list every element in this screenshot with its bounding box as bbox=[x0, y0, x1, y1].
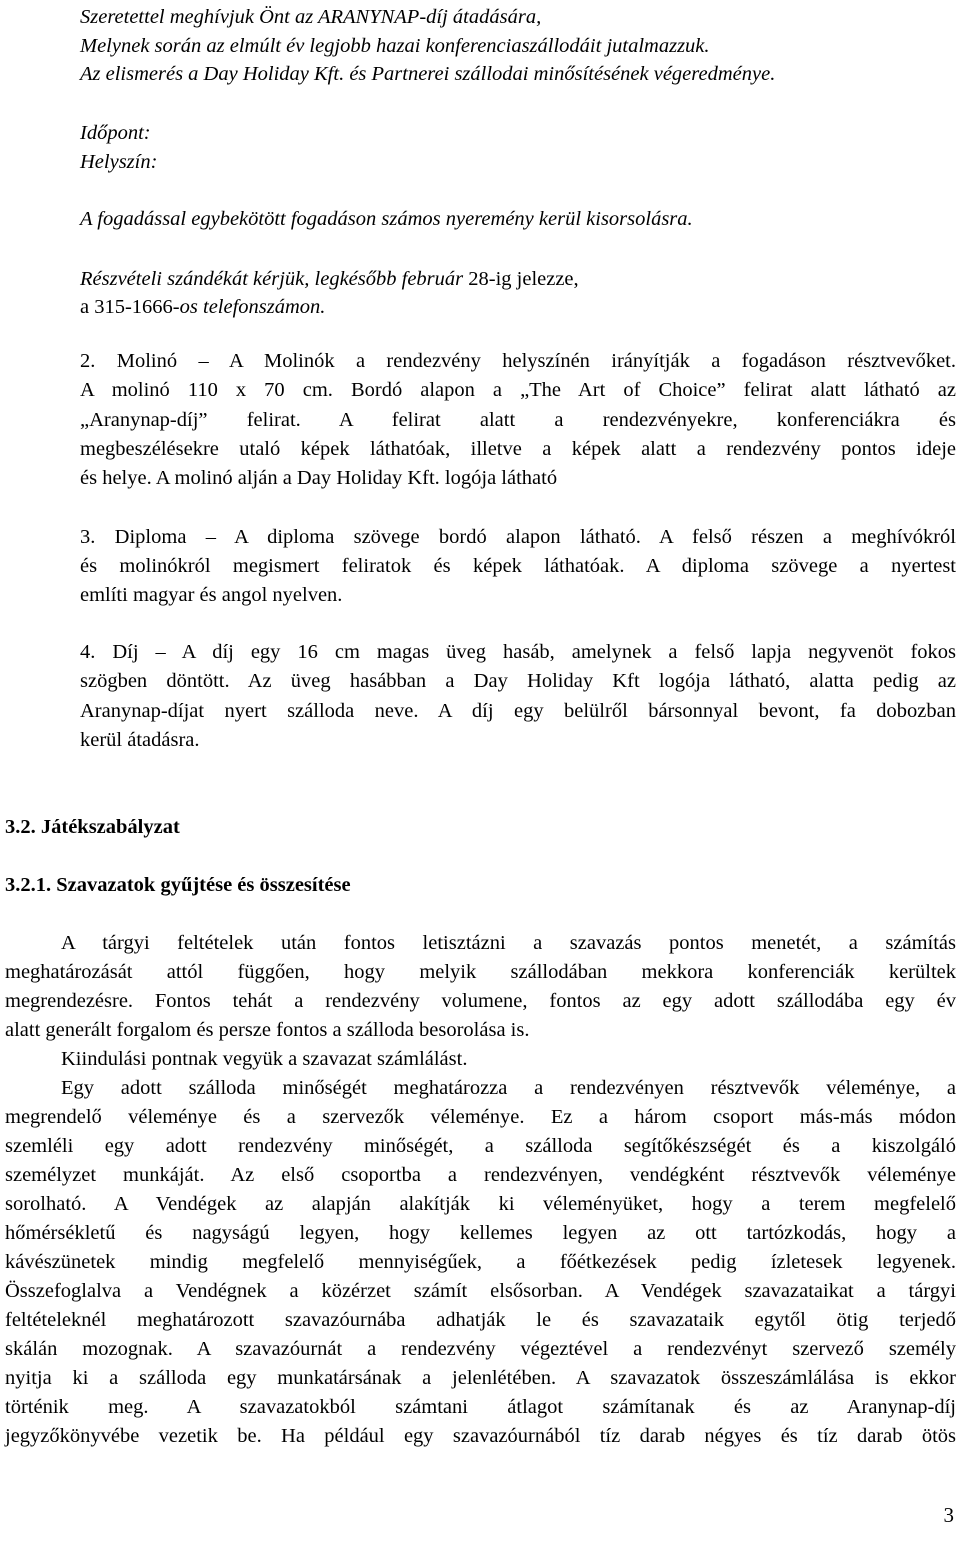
body-p3-line-5: sorolható. A Vendégek az alapján alakítják ki véleményüket, hogy a terem megfelelő bbox=[5, 1193, 956, 1215]
body-p2: Kiindulási pontnak vegyük a szavazat számlálást. bbox=[61, 1048, 468, 1070]
phone-suffix: os telefonszámon. bbox=[179, 296, 326, 318]
invitation-line-3: Az elismerés a Day Holiday Kft. és Partnerei szállodai minősítésének végeredménye. bbox=[80, 63, 776, 85]
item2-line-3: „Aranynap-díj” felirat. A felirat alatt a rendezvényekre, konferenciákra és bbox=[80, 409, 956, 431]
body-p3-line-10: skálán mozognak. A szavazóurnát a rendezvény végeztével a rendezvényt szervező személy bbox=[5, 1338, 956, 1360]
subsection-heading: 3.2.1. Szavazatok gyűjtése és összesítése bbox=[5, 874, 351, 896]
section-heading: 3.2. Játékszabályzat bbox=[5, 816, 180, 838]
item2-line-1: 2. Molinó – A Molinók a rendezvény helyszínén irányítják a fogadáson résztvevőket. bbox=[80, 350, 956, 372]
rsvp-text-italic: Részvételi szándékát kérjük, legkésőbb február bbox=[80, 268, 469, 290]
body-p1-line-2: meghatározását attól függően, hogy melyik szállodában mekkora konferenciák kerültek bbox=[5, 961, 956, 983]
phone-number: a 315-1666- bbox=[80, 296, 180, 318]
body-p3-line-12: történik meg. A szavazatokból számtani átlagot számítanak és az Aranynap-díj bbox=[5, 1396, 956, 1418]
item3-line-2: és molinókról megismert feliratok és képek láthatóak. A diploma szövege a nyertest bbox=[80, 555, 956, 577]
body-p3-line-3: szemléli egy adott rendezvény minőségét, a szálloda segítőkészségét és a kiszolgáló bbox=[5, 1135, 956, 1157]
place-label: Helyszín: bbox=[80, 151, 158, 173]
body-p3-line-6: hőmérsékletű és nagyságú legyen, hogy kellemes legyen az ott tartózkodás, hogy a bbox=[5, 1222, 956, 1244]
invitation-line-2: Melynek során az elmúlt év legjobb hazai konferenciaszállodáit jutalmazzuk. bbox=[80, 35, 710, 57]
item2-line-5: és helye. A molinó alján a Day Holiday Kft. logója látható bbox=[80, 467, 558, 489]
invitation-line-1: Szeretettel meghívjuk Önt az ARANYNAP-díj átadására, bbox=[80, 6, 542, 28]
body-p1-line-4: alatt generált forgalom és persze fontos a szálloda besorolása is. bbox=[5, 1019, 530, 1041]
item4-line-1: 4. Díj – A díj egy 16 cm magas üveg hasáb, amelynek a felső lapja negyvenöt fokos bbox=[80, 641, 956, 663]
item2-line-4: megbeszélésekre utaló képek láthatóak, illetve a képek alatt a rendezvény pontos ideje bbox=[80, 438, 956, 460]
rsvp-text-date: 28-ig jelezze, bbox=[468, 268, 579, 290]
item2-line-2: A molinó 110 x 70 cm. Bordó alapon a „The Art of Choice” felirat alatt látható az bbox=[80, 379, 956, 401]
time-label: Időpont: bbox=[80, 122, 151, 144]
body-p3-line-2: megrendelő véleménye és a szervezők véleménye. Ez a három csoport más-más módon bbox=[5, 1106, 956, 1128]
body-p3-line-1: Egy adott szálloda minőségét meghatározza a rendezvényen résztvevők véleménye, a bbox=[61, 1077, 956, 1099]
body-p3-line-11: nyitja ki a szálloda egy munkatársának a jelenlétében. A szavazatok összeszámlálása is ekkor bbox=[5, 1367, 956, 1389]
item4-line-2: szögben döntött. Az üveg hasábban a Day Holiday Kft logója látható, alatta pedig az bbox=[80, 670, 956, 692]
body-p1-line-3: megrendezésre. Fontos tehát a rendezvény volumene, fontos az egy adott szállodába egy év bbox=[5, 990, 956, 1012]
body-p3-line-7: kávészünetek mindig megfelelő mennyiségűek, a főétkezések pedig ízletesek legyenek. bbox=[5, 1251, 956, 1273]
page-number: 3 bbox=[943, 1503, 954, 1527]
item4-line-4: kerül átadásra. bbox=[80, 729, 200, 751]
rsvp-line bbox=[80, 264, 579, 294]
body-p3-line-9: feltételeknél meghatározott szavazóurnába adhatják le és szavazataik egytől ötig terjedő bbox=[5, 1309, 956, 1331]
body-p3-line-8: Összefoglalva a Vendégnek a közérzet számít elsősorban. A Vendégek szavazataikat a tárgyi bbox=[5, 1280, 956, 1302]
phone-line bbox=[80, 292, 325, 322]
reception-line: A fogadással egybekötött fogadáson számos nyeremény kerül kisorsolásra. bbox=[80, 208, 693, 230]
item4-line-3: Aranynap-díjat nyert szálloda neve. A díj egy belülről bársonnyal bevont, fa dobozban bbox=[80, 700, 956, 722]
item3-line-1: 3. Diploma – A diploma szövege bordó alapon látható. A felső részen a meghívókról bbox=[80, 526, 956, 548]
body-p3-line-4: személyzet munkáját. Az első csoportba a rendezvényen, vendégként résztvevők véleménye bbox=[5, 1164, 956, 1186]
item3-line-3: említi magyar és angol nyelven. bbox=[80, 584, 343, 606]
body-p1-line-1: A tárgyi feltételek után fontos letisztázni a szavazás pontos menetét, a számítás bbox=[61, 932, 956, 954]
body-p3-line-13: jegyzőkönyvébe vezetik be. Ha például egy szavazóurnából tíz darab négyes és tíz darab ötös bbox=[5, 1425, 956, 1447]
